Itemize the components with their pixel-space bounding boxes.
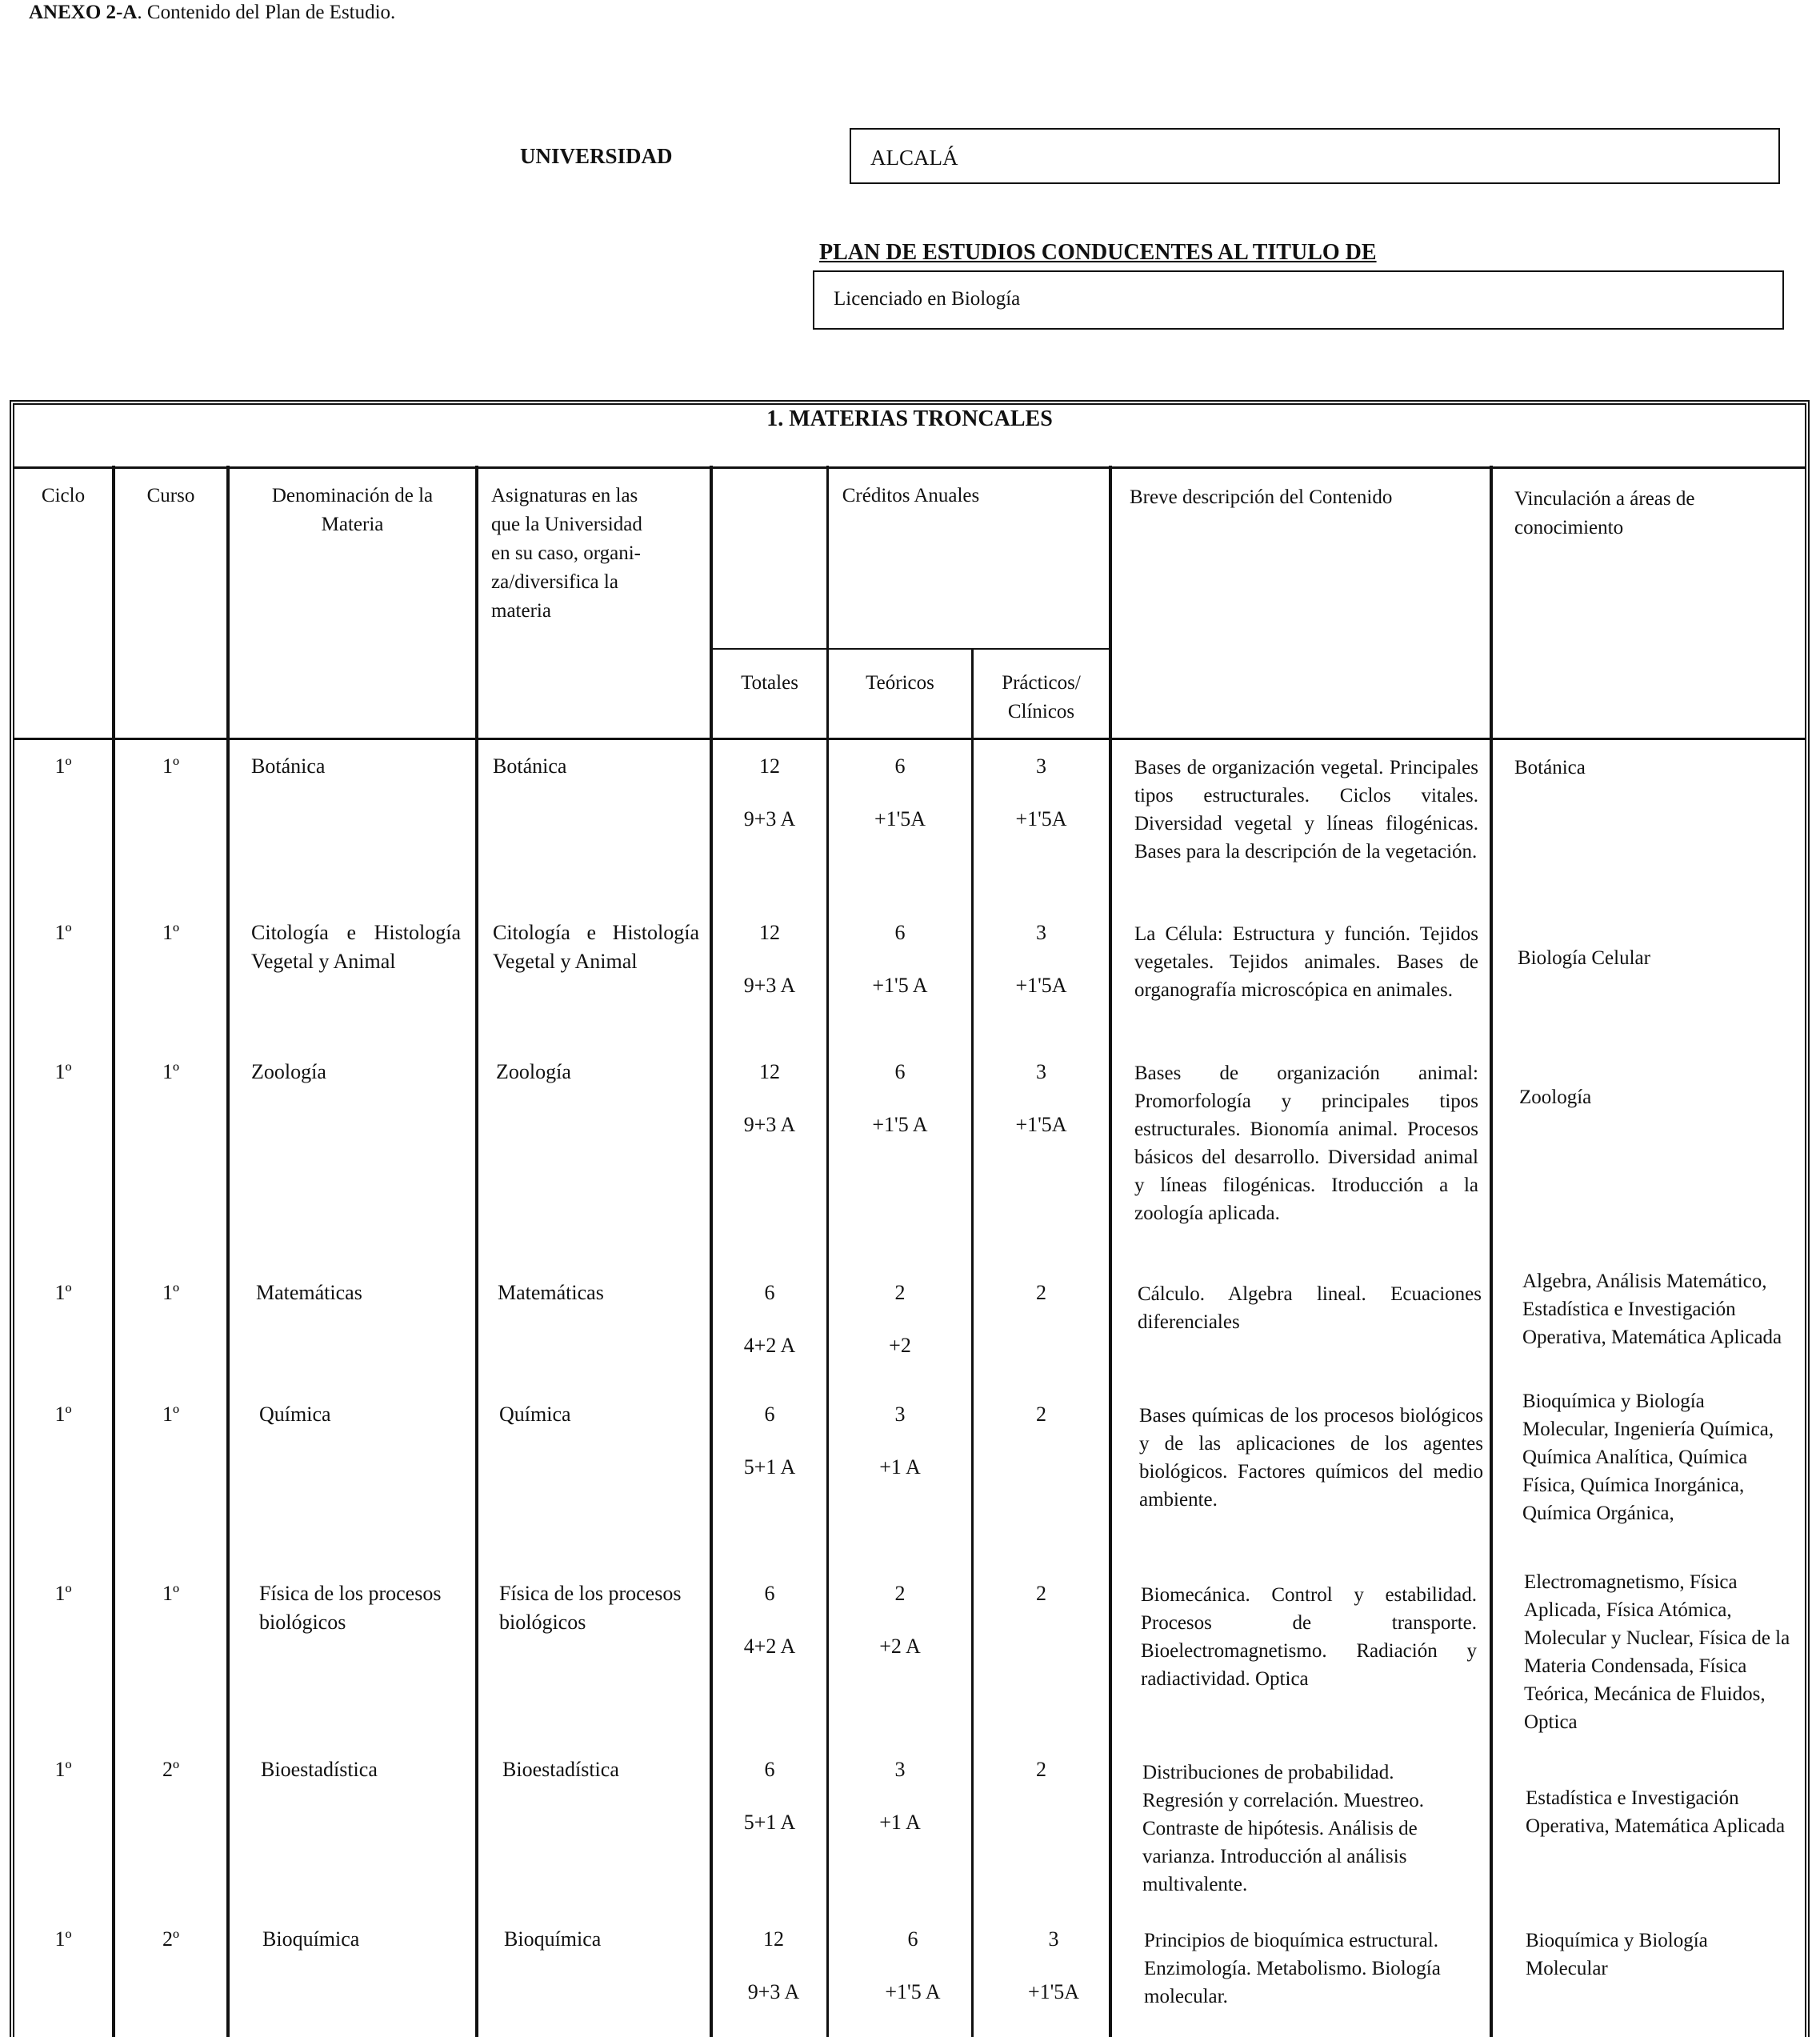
asignatura-cell: Física de los procesos biológicos — [499, 1582, 682, 1634]
area-cell: Botánica — [1514, 757, 1586, 778]
ciclo-cell: 1º — [54, 1927, 72, 1951]
curso-cell: 1º — [162, 1281, 180, 1304]
asignatura-cell: Matemáticas — [498, 1281, 604, 1304]
practicos-cell: 3 +1'5A — [1015, 1060, 1067, 1136]
descripcion-cell: Distribuciones de probabilidad. Regresión y correlación. Muestreo. Contraste de hipótesis. Análisis de varianza. Introducción al análisis multivalente. — [1142, 1762, 1424, 1895]
teoricos-cell: 3 +1 A — [879, 1758, 921, 1834]
header-denominacion: Denominación de la Materia — [271, 485, 434, 535]
denominacion-cell: Citología e Histología Vegetal y Animal — [251, 921, 461, 973]
totales-cell: 6 4+2 A — [743, 1582, 796, 1658]
denominacion-cell: Zoología — [251, 1060, 326, 1083]
teoricos-cell: 6 +1'5 A — [872, 921, 928, 997]
credits-subheader-line — [711, 648, 1111, 650]
area-cell: Zoología — [1519, 1087, 1592, 1108]
denominacion-cell: Química — [259, 1403, 331, 1426]
descripcion-cell: Biomecánica. Control y estabilidad. Procesos de transporte. Bioelectromagnetismo. Radiación y radiactividad. Optica — [1141, 1584, 1477, 1690]
area-cell: Biología Celular — [1518, 947, 1650, 969]
teoricos-cell: 6 +1'5 A — [872, 1060, 928, 1136]
curso-cell: 1º — [162, 1582, 180, 1605]
teoricos-cell: 2 +2 — [889, 1281, 911, 1357]
totales-cell: 6 5+1 A — [743, 1403, 796, 1479]
ciclo-cell: 1º — [54, 1281, 72, 1304]
header-asignaturas: Asignaturas en las que la Universidad en su caso, organi- za/diversifica la materia — [491, 485, 642, 622]
column-divider — [475, 466, 478, 2037]
curso-cell: 1º — [162, 1060, 180, 1083]
denominacion-cell: Matemáticas — [256, 1281, 362, 1304]
teoricos-cell: 6 +1'5 A — [885, 1927, 941, 2003]
descripcion-cell: La Célula: Estructura y función. Tejidos vegetales. Tejidos animales. Bases de organografía microscópica en animales. — [1134, 923, 1478, 1001]
header-curso: Curso — [146, 485, 195, 506]
totales-cell: 12 9+3 A — [743, 921, 796, 997]
totales-cell: 12 9+3 A — [743, 754, 796, 830]
ciclo-cell: 1º — [54, 1060, 72, 1083]
section-title: 1. MATERIAS TRONCALES — [14, 405, 1805, 469]
practicos-cell: 3 +1'5A — [1015, 921, 1067, 997]
totales-cell: 6 4+2 A — [743, 1281, 796, 1357]
asignatura-cell: Bioquímica — [504, 1927, 602, 1951]
practicos-cell: 3 +1'5A — [1027, 1927, 1080, 2003]
area-cell: Bioquímica y Biología Molecular, Ingeniería Química, Química Analítica, Química Física, Química Inorgánica, Química Orgánica, — [1522, 1391, 1774, 1524]
descripcion-cell: Bases de organización vegetal. Principales tipos estructurales. Ciclos vitales. Diversidad vegetal y líneas filogénicas. Bases para la descripción de la vegetación. — [1134, 757, 1478, 862]
totales-cell: 12 9+3 A — [743, 1060, 796, 1136]
header-creditos: Créditos Anuales — [842, 485, 980, 506]
curso-cell: 2º — [162, 1927, 180, 1951]
descripcion-cell: Bases de organización animal: Promorfología y principales tipos estructurales. Bionomía animal. Procesos básicos del desarrollo. Diversidad animal y líneas filogénicas. Itroducción a la zoología aplicada. — [1134, 1063, 1478, 1224]
denominacion-cell: Física de los procesos biológicos — [259, 1582, 442, 1634]
university-label: UNIVERSIDAD — [520, 144, 673, 168]
column-divider — [112, 466, 115, 2037]
column-divider — [1109, 466, 1112, 2037]
denominacion-cell: Botánica — [251, 754, 326, 778]
curso-cell: 1º — [162, 921, 180, 944]
area-cell: Algebra, Análisis Matemático, Estadística e Investigación Operativa, Matemática Aplicada — [1522, 1271, 1782, 1348]
denominacion-cell: Bioquímica — [262, 1927, 360, 1951]
descripcion-cell: Bases químicas de los procesos biológicos y de las aplicaciones de los agentes biológicos. Factores químicos del medio ambiente. — [1139, 1405, 1483, 1511]
annex-title: ANEXO 2-A. Contenido del Plan de Estudio. — [29, 2, 396, 23]
column-divider — [226, 466, 230, 2037]
teoricos-cell: 2 +2 A — [879, 1582, 921, 1658]
header-ciclo: Ciclo — [41, 485, 86, 506]
asignatura-cell: Citología e Histología Vegetal y Animal — [493, 921, 699, 973]
ciclo-cell: 1º — [54, 921, 72, 944]
header-bottom-line — [14, 738, 1805, 740]
teoricos-cell: 6 +1'5A — [874, 754, 926, 830]
degree-title-box: Licenciado en Biología — [813, 270, 1784, 330]
header-descripcion: Breve descripción del Contenido — [1130, 486, 1393, 508]
ciclo-cell: 1º — [54, 1582, 72, 1605]
ciclo-cell: 1º — [54, 1403, 72, 1426]
header-vinculacion: Vinculación a áreas de conocimiento — [1514, 488, 1695, 538]
area-cell: Bioquímica y Biología Molecular — [1526, 1930, 1708, 1979]
university-value-box: ALCALÁ — [850, 128, 1780, 184]
column-divider — [1490, 466, 1493, 2037]
curso-cell: 1º — [162, 1403, 180, 1426]
totales-cell: 12 9+3 A — [747, 1927, 800, 2003]
header-practicos: Prácticos/ Clínicos — [1002, 672, 1081, 722]
teoricos-cell: 3 +1 A — [879, 1403, 921, 1479]
column-divider — [971, 648, 974, 2037]
descripcion-cell: Principios de bioquímica estructural. Enzimología. Metabolismo. Biología molecular. — [1144, 1930, 1441, 2007]
asignatura-cell: Botánica — [493, 754, 567, 778]
header-totales: Totales — [741, 672, 798, 694]
ciclo-cell: 1º — [54, 1758, 72, 1781]
denominacion-cell: Bioestadística — [261, 1758, 378, 1781]
totales-cell: 6 5+1 A — [743, 1758, 796, 1834]
asignatura-cell: Química — [499, 1403, 571, 1426]
header-teoricos: Teóricos — [866, 672, 934, 694]
practicos-cell: 2 — [1036, 1281, 1046, 1304]
practicos-cell: 2 — [1036, 1403, 1046, 1426]
curso-cell: 1º — [162, 754, 180, 778]
descripcion-cell: Cálculo. Algebra lineal. Ecuaciones diferenciales — [1138, 1283, 1482, 1333]
asignatura-cell: Zoología — [496, 1060, 571, 1083]
asignatura-cell: Bioestadística — [502, 1758, 619, 1781]
practicos-cell: 3 +1'5A — [1015, 754, 1067, 830]
practicos-cell: 2 — [1036, 1582, 1046, 1605]
curso-cell: 2º — [162, 1758, 180, 1781]
plan-title-label: PLAN DE ESTUDIOS CONDUCENTES AL TITULO DE — [819, 240, 1377, 265]
area-cell: Electromagnetismo, Física Aplicada, Física Atómica, Molecular y Nuclear, Física de la Materia Condensada, Física Teórica, Mecánica de Fluidos, Optica — [1524, 1571, 1790, 1733]
practicos-cell: 2 — [1036, 1758, 1046, 1781]
area-cell: Estadística e Investigación Operativa, Matemática Aplicada — [1526, 1787, 1786, 1837]
ciclo-cell: 1º — [54, 754, 72, 778]
